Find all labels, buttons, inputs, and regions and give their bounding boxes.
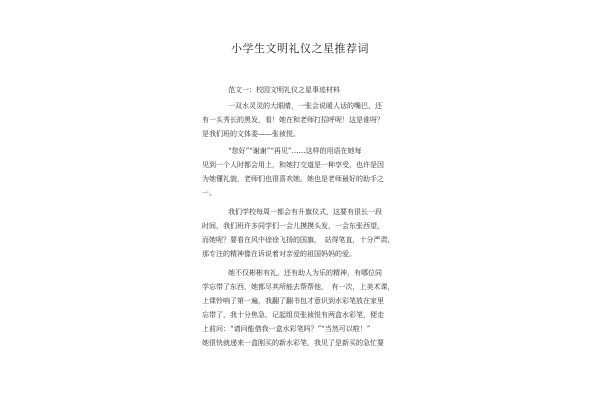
paragraph-4-line-3: 上课铃响了第一遍，我翻了翻书包才意识到水彩笔放在家里 xyxy=(202,297,384,305)
paragraph-4-line-4: 忘带了，我十分焦急，记起组员张祯悦有两盒水彩笔，便走 xyxy=(202,311,384,319)
paragraph-4-line-6: 她很快就递来一盒刚买的新水彩笔，我见了是新买的急忙要 xyxy=(202,339,384,347)
paragraph-3-line-3: 而她呢？要看在风中徐徐飞扬的国旗， 站得笔直，十分严肃， xyxy=(202,236,395,244)
paragraph-2-line-3: 为她懂礼貌，老师们也很喜欢她。她也是老师最好的助手之 xyxy=(202,175,384,183)
document-subtitle: 范文一：校园文明礼仪之星事迹材料 xyxy=(228,86,340,94)
paragraph-2-line-1: “您好”“谢谢”“再见”……这样的用语在她每 xyxy=(228,147,362,155)
paragraph-1-line-2: 有一头秀长的黑发，看！她在和老师打招呼呢！这是谁呀？ xyxy=(202,116,384,124)
document-title: 小学生文明礼仪之星推荐词 xyxy=(231,42,369,55)
paragraph-4-line-1: 她不仅彬彬有礼，还有助人为乐的精神，有哪位同 xyxy=(228,269,382,277)
paragraph-4-line-2: 学忘带了东西，她都尽其所能去帮帮他， 有一次，上美术课， xyxy=(202,283,395,291)
paragraph-2-line-2: 见到一个人时都会用上，和她打交道是一种享受，也许是因 xyxy=(202,161,384,169)
paragraph-3-line-2: 时间，我们班许多同学们一会儿摸摸头发，一会东张西望， xyxy=(202,222,384,230)
paragraph-3-line-1: 我们学校每周一都会有升旗仪式，这要有很长一段 xyxy=(228,208,382,216)
paragraph-1-line-3: 是我们班的文体委——张祯悦。 xyxy=(202,130,300,138)
paragraph-2-line-4: 一。 xyxy=(202,189,216,197)
paragraph-4-line-5: 上前问：“请问能借我一盒水彩笔吗？”“当然可以啦！” xyxy=(202,325,371,333)
paragraph-3-line-4: 那专注的精神像在诉说着对亲爱的祖国妈妈的爱。 xyxy=(202,250,356,258)
paragraph-1-line-1: 一双水灵灵的大眼睛，一张会说暖人话的嘴巴，还 xyxy=(228,102,382,110)
